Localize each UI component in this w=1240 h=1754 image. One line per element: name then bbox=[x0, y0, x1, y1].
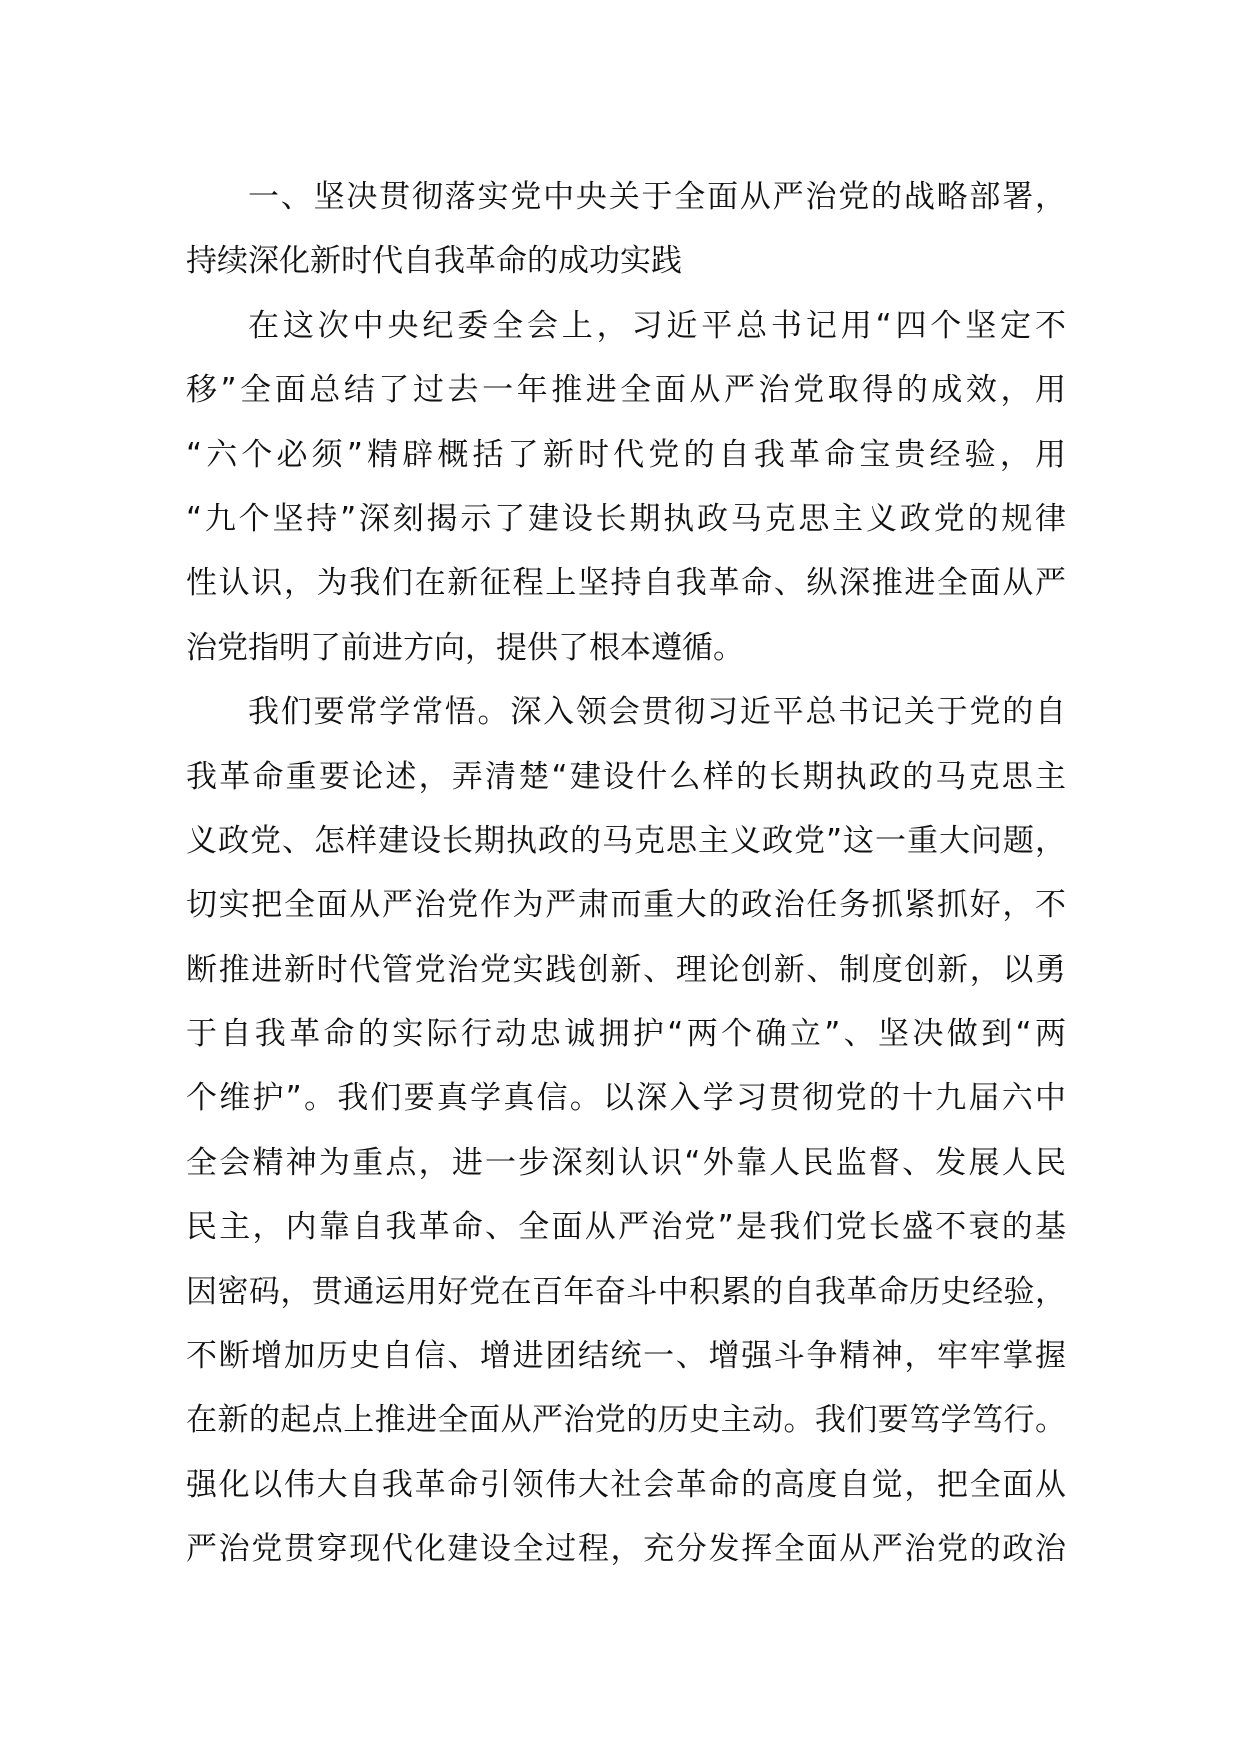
paragraph-line: 我们要常学常悟。深入领会贯彻习近平总书记关于党的自 bbox=[248, 694, 1066, 731]
paragraph-line: 全会精神为重点，进一步深刻认识“外靠人民监督、发展人民 bbox=[186, 1144, 1066, 1181]
paragraph-line: “六个必须”精辟概括了新时代党的自我革命宝贵经验，用 bbox=[186, 436, 1066, 473]
paragraph-line: 个维护”。我们要真学真信。以深入学习贯彻党的十九届六中 bbox=[186, 1080, 1066, 1117]
paragraph-line: 强化以伟大自我革命引领伟大社会革命的高度自觉，把全面从 bbox=[186, 1466, 1066, 1503]
paragraph-line: 严治党贯穿现代化建设全过程，充分发挥全面从严治党的政治 bbox=[186, 1531, 1066, 1568]
paragraph-line: 于自我革命的实际行动忠诚拥护“两个确立”、坚决做到“两 bbox=[186, 1016, 1066, 1053]
paragraph-line: 切实把全面从严治党作为严肃而重大的政治任务抓紧抓好，不 bbox=[186, 887, 1066, 924]
paragraph-line: 治党指明了前进方向，提供了根本遵循。 bbox=[186, 629, 744, 666]
paragraph-line: “九个坚持”深刻揭示了建设长期执政马克思主义政党的规律 bbox=[186, 500, 1066, 537]
paragraph-line: 断推进新时代管党治党实践创新、理论创新、制度创新，以勇 bbox=[186, 951, 1066, 988]
paragraph-line: 我革命重要论述，弄清楚“建设什么样的长期执政的马克思主 bbox=[186, 758, 1066, 795]
paragraph-line: 不断增加历史自信、增进团结统一、增强斗争精神，牢牢掌握 bbox=[186, 1338, 1066, 1375]
paragraph-line: 义政党、怎样建设长期执政的马克思主义政党”这一重大问题， bbox=[186, 822, 1066, 859]
paragraph-line: 在新的起点上推进全面从严治党的历史主动。我们要笃学笃行。 bbox=[186, 1402, 1066, 1439]
paragraph-line: 在这次中央纪委全会上，习近平总书记用“四个坚定不 bbox=[248, 307, 1066, 344]
section-heading-line-1: 一、坚决贯彻落实党中央关于全面从严治党的战略部署， bbox=[248, 179, 1066, 215]
paragraph-line: 性认识，为我们在新征程上坚持自我革命、纵深推进全面从严 bbox=[186, 565, 1066, 602]
section-heading-line-2: 持续深化新时代自我革命的成功实践 bbox=[186, 243, 682, 280]
paragraph-line: 因密码，贯通运用好党在百年奋斗中积累的自我革命历史经验， bbox=[186, 1273, 1066, 1310]
paragraph-line: 移”全面总结了过去一年推进全面从严治党取得的成效，用 bbox=[186, 372, 1066, 409]
document-body bbox=[186, 165, 1066, 1582]
paragraph-line: 民主，内靠自我革命、全面从严治党”是我们党长盛不衰的基 bbox=[186, 1209, 1066, 1246]
